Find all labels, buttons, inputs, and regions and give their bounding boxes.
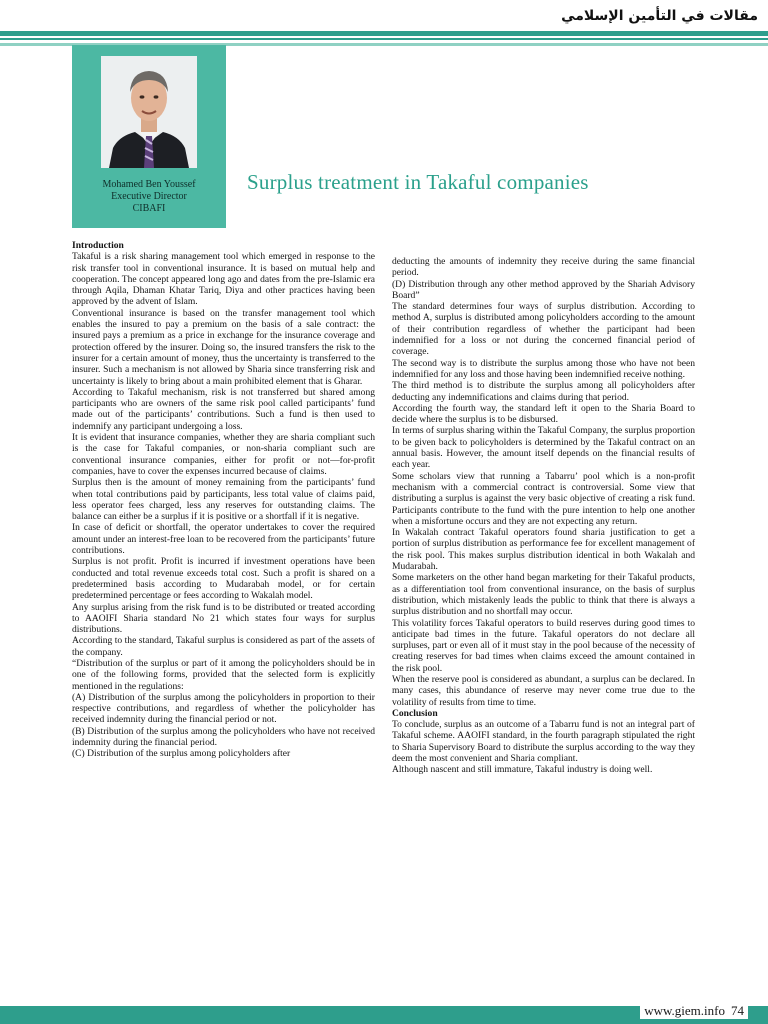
paragraph: In terms of surplus sharing within the Takaful Company, the surplus proportion to be given back to policyholders is determined by the Takaful contract on an annual basis. However, the amount itself depends on the financial results of each year. [392, 425, 695, 471]
author-box [72, 45, 226, 228]
author-portrait-image [101, 56, 197, 168]
paragraph: It is evident that insurance companies, whether they are sharia compliant such is the case for Takaful companies, or non-sharia compliant such are conventional insurance companies, either for profit or not—for-profit companies, have to cover the expenses incurred because of claims. [72, 432, 375, 477]
paragraph: According to Takaful mechanism, risk is not transferred but shared among participants who are owners of the same risk pool called participants’ fund made out of the participants’ contributions. Such a fund is then used to indemnify any participant undergoing a loss. [72, 386, 375, 432]
paragraph: To conclude, surplus as an outcome of a Tabarru fund is not an integral part of Takaful scheme. AAOIFI standard, in the fourth paragraph stipulated the right to Sharia Supervisory Board to distribute the surplus according to the way they deem the most convenient and Sharia compliant. [392, 719, 695, 765]
paragraph: (D) Distribution through any other method approved by the Shariah Advisory Board” [392, 278, 695, 301]
paragraph: Surplus then is the amount of money remaining from the participants’ fund when total contributions paid by participants, less total value of claims paid, less operator fees charged, less any reserves for outstanding claims. The balance can either be a surplus if it is positive or a shortfall if it is negative. [72, 477, 375, 523]
paragraph: According to the standard, Takaful surplus is considered as part of the assets of the company. [72, 635, 375, 658]
paragraph: This volatility forces Takaful operators to build reserves during good times to anticipate bad times in the future. Takaful operators do not declare all surpluses, part or even all of it must stay in the pool because of the necessity of creating reserves for bad times when claims exceed the amount contained in the risk pool. [392, 617, 695, 674]
section-header-arabic: مقالات في التأمين الإسلامي [561, 8, 758, 24]
paragraph: When the reserve pool is considered as abundant, a surplus can be declared. In many cases, this abundance of reserve may never come true due to the volatility of results from time to time. [392, 673, 695, 708]
author-org: CIBAFI [132, 203, 166, 214]
paragraph: deducting the amounts of indemnity they receive during the same financial period. [392, 256, 695, 279]
intro-heading: Introduction [72, 240, 124, 251]
article-column-right [392, 256, 695, 776]
paragraph: Any surplus arising from the risk fund is to be distributed or treated according to AAOIFI Sharia standard No 21 which states four ways for surplus distributions. [72, 601, 375, 636]
paragraph: (A) Distribution of the surplus among the policyholders in proportion to their respective contributions, and regardless of whether the policyholder has received indemnity during the financial period or not. [72, 691, 375, 726]
paragraph: (C) Distribution of the surplus among policyholders after [72, 748, 291, 760]
author-name: Mohamed Ben Youssef [102, 179, 196, 190]
paragraph: Takaful is a risk sharing management tool which emerged in response to the risk transfer tool in conventional insurance. It is based on mutual help and cooperation. The concept appeared long ago and dates from the pre-Islamic era through Aqila, Dhaman Khatar Tariq, Diya and other practices having been approved by the advent of Islam. [72, 251, 375, 308]
paragraph: Some marketers on the other hand began marketing for their Takaful products, as a differentiation tool from conventional insurance, on the basis of surplus distribution, which mistakenly leads the public to think that there is always a surplus distribution and no shortfall may occur. [392, 572, 695, 618]
paragraph: In Wakalah contract Takaful operators found sharia justification to get a portion of surplus distribution as performance fee for excellent management of the risk pool. This makes surplus distribution identical in both Wakalah and Mudarabah. [392, 527, 695, 573]
paragraph: The standard determines four ways of surplus distribution. According to method A, surplus is distributed among policyholders according to the amount of their contribution regardless of whether the participant had been indemnified for a loss or not during the concerned financial period of coverage. [392, 301, 695, 358]
paragraph: The third method is to distribute the surplus among all policyholders after deducting any indemnifications and claims during that period. [392, 380, 695, 403]
paragraph: Conventional insurance is based on the transfer management tool which enables the insured to pay a premium on the basis of a sale contract: the insured pays a premium as a price in exchange for the insurance coverage and protection offered by the insurer. Doing so, the insured transfers the risk to the insurer for a certain amount of money, thus the uncertainty is transferred to the insurer. Such a mechanism is not allowed by Sharia since transferring risk and uncertainty is likely to bring about a main prohibited element that is Gharar. [72, 307, 375, 387]
header-rule-top [0, 31, 768, 36]
conclusion-heading: Conclusion [392, 707, 438, 719]
paragraph: Some scholars view that running a Tabarru’ pool which is a non-profit mechanism with a commercial contract is controversial. Some view that distributing a surplus is against the very basic objective of creating a risk fund. Participants contribute to the fund with the pure intention to help one another when a misfortune occurs and they are not expecting any return. [392, 470, 695, 527]
paragraph: “Distribution of the surplus or part of it among the policyholders should be in one of the following forms, provided that the selected form is explicitly mentioned in the regulations: [72, 657, 375, 692]
page-number: 74 [731, 1003, 744, 1018]
author-role: Executive Director [111, 191, 187, 202]
paragraph: According the fourth way, the standard left it open to the Sharia Board to decide where the surplus is to be disbursed. [392, 402, 695, 426]
paragraph: Although nascent and still immature, Takaful industry is doing well. [392, 764, 653, 776]
author-credit [72, 179, 226, 215]
article-column-left [72, 240, 375, 760]
author-photo [101, 56, 197, 168]
header-rule-middle [0, 38, 768, 40]
footer-info [640, 1003, 748, 1019]
paragraph: (B) Distribution of the surplus among the policyholders who have not received indemnity during the financial period. [72, 725, 375, 749]
article-title: Surplus treatment in Takaful companies [247, 170, 589, 194]
paragraph: Surplus is not profit. Profit is incurred if investment operations have been conducted and total revenue exceeds total cost. Such a profit is shared on a predetermined basis according to Mudarabah model, or for certain predetermined percentage or fees according to Wakalah model. [72, 556, 375, 602]
paragraph: The second way is to distribute the surplus among those who have not been indemnified for any loss and those having been indemnified receive nothing. [392, 357, 695, 380]
paragraph: In case of deficit or shortfall, the operator undertakes to cover the required amount under an interest-free loan to be recovered from the participants’ future contributions. [72, 522, 375, 557]
footer-website[interactable]: www.giem.info [644, 1003, 725, 1018]
